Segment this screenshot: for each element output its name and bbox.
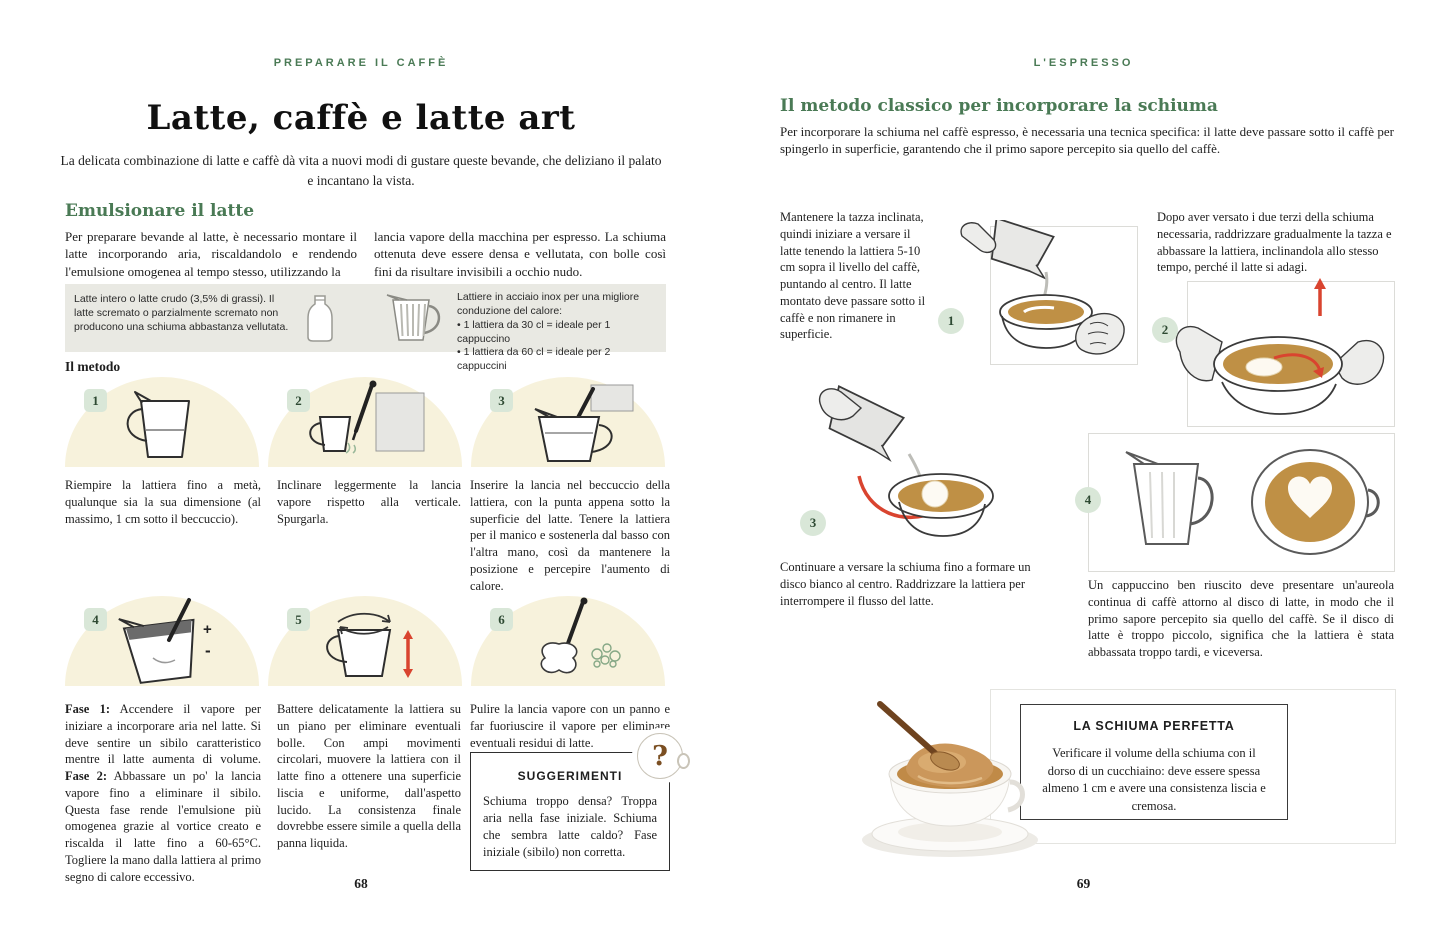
steel-pitcher-icon (377, 292, 449, 346)
pitchers-bullet-1: • 1 lattiera da 30 cl = ideale per 1 cappuccino (457, 318, 611, 345)
step-2-caption: Inclinare leggermente la lancia vapore rispetto alla verticale. Spurgarla. (277, 478, 461, 526)
question-mark-icon (637, 733, 683, 779)
rp-step-4-text: Un cappuccino ben riuscito deve presentare un'aureola continua di caffè attorno al disco di latte, in modo che il primo sapore percepito sia quello del caffè. Se il disco di latte è troppo piccolo, significa che la lattiera è stata abbassata troppo tardi, e viceversa. (1088, 578, 1394, 659)
pour-white-disc-icon (807, 380, 1017, 555)
intro-column-1: Per preparare bevande al latte, è necessario montare il latte incorporando aria, riscaldandolo e rendendo l'emulsione omogenea al tempo stesso, utilizzando la (65, 229, 357, 279)
step-5-caption: Battere delicatamente la lattiera su un piano per eliminare eventuali bolle. Con ampi movimenti circolari, muovere la lattiera con il latte fino a ottenere una superficie liscia e uniforme, dall'aspetto lucido. La consistenza finale dovrebbe essere simile a quella della panna liquida. (277, 702, 461, 850)
running-head-left: PREPARARE IL CAFFÈ (273, 57, 449, 69)
milk-bottle-icon (304, 293, 336, 343)
page-title: Latte, caffè e latte art (146, 98, 576, 138)
pitchers-title: Lattiere in acciaio inox per una migliore conduzione del calore: (457, 291, 640, 317)
info-box-pitchers-text (457, 291, 660, 374)
straighten-cup-icon (1162, 272, 1394, 434)
tips-box-title: SUGGERIMENTI (517, 769, 623, 783)
step-number: 1 (92, 392, 99, 408)
step-number: 2 (1161, 322, 1169, 337)
rp-step-badge-3 (800, 510, 826, 536)
perfect-foam-box (1020, 704, 1288, 820)
step-number: 4 (92, 611, 99, 627)
right-intro: Per incorporare la schiuma nel caffè espresso, è necessaria una tecnica specifica: il latte deve passare sotto il caffè per spingerlo in superficie, garantendo che il primo sapore percepito sia quello del caffè. (780, 124, 1394, 157)
perfect-foam-title: LA SCHIUMA PERFETTA (1073, 719, 1235, 733)
step-number: 5 (295, 611, 302, 627)
rp-step-badge-1 (938, 308, 964, 334)
running-head-right: L'ESPRESSO (1033, 57, 1134, 69)
step-number: 2 (295, 392, 302, 408)
perfect-foam-text: Verificare il volume della schiuma con il dorso di un cucchiaino: deve essere spessa almeno 1 cm e avere una consistenza liscia e cremosa. (1042, 746, 1266, 813)
section-heading-metodo-classico: Il metodo classico per incorporare la schiuma (780, 96, 1218, 116)
step-number: 6 (498, 611, 505, 627)
step-number: 1 (947, 313, 955, 328)
step-4-caption (65, 701, 261, 885)
pitchers-bullet-2: • 1 lattiera da 60 cl = ideale per 2 cappuccini (457, 346, 611, 373)
step-number: 3 (498, 392, 505, 408)
rp-step-1-text: Mantenere la tazza inclinata, quindi iniziare a versare il latte tenendo la lattiera 5-10 cm sopra il livello del caffè, puntando al centro. Il latte montato deve passare sotto il caffè e non rimanere in superficie. (780, 210, 926, 342)
tips-box (470, 752, 670, 871)
rp-step-2-illustration (1162, 272, 1394, 434)
rp-step-3-text: Continuare a versare la schiuma fino a formare un disco bianco al centro. Raddrizzare la lattiera per interrompere il flusso del latte. (780, 560, 1031, 608)
section-heading-emulsionare: Emulsionare il latte (65, 201, 255, 221)
tips-box-text: Schiuma troppo densa? Troppa aria nella fase iniziale. Schiuma che sembra latte caldo? Fase iniziale (sibilo) non corretta. (483, 794, 657, 859)
cappuccino-cup-photo (850, 690, 1050, 865)
rp-step-1-illustration (928, 220, 1140, 370)
step-3-caption: Inserire la lancia nel beccuccio della lattiera, con la punta appena sotto la superficie del latte. Tenere la lattiera per il manico e sostenerla dal basso con l'altra mano, così da mantenere la posizione e percepire l'aumento di calore. (470, 478, 670, 593)
page-left (0, 0, 722, 942)
page-number-left: 68 (354, 876, 368, 891)
cappuccino-photo (850, 690, 1050, 865)
step-badge-1 (84, 389, 107, 412)
rp-step-4-illustration (1100, 438, 1388, 566)
pouring-into-tilted-cup-icon (928, 220, 1140, 370)
page-right (722, 0, 1445, 942)
svg-text:+: + (203, 621, 212, 638)
info-box-milk-text: Latte intero o latte crudo (3,5% di grassi). Il latte scremato o parzialmente scremato non producono una schiuma abbastanza vellutata. (74, 293, 289, 333)
step-badge-6 (490, 608, 513, 631)
rp-step-badge-4 (1075, 487, 1101, 513)
method-heading: Il metodo (65, 359, 121, 374)
step-badge-5 (287, 608, 310, 631)
rp-step-badge-2 (1152, 317, 1178, 343)
step-6-caption: Pulire la lancia vapore con un panno e far fuoriuscire il vapore per eliminare eventuali residui di latte. (470, 702, 670, 750)
step-badge-4 (84, 608, 107, 631)
step-badge-3 (490, 389, 513, 412)
step-number: 3 (809, 515, 817, 530)
fase-2-text: Abbassare un po' la lancia vapore fino a eliminare il sibilo. Questa fase rende l'emulsione più omogenea grazie al vortice creato e riscalda il latte fino a 60-65°C. Togliere la mano dalla lattiera al primo segno di calore eccessivo. (65, 769, 261, 884)
spoon-icon (880, 704, 936, 754)
rp-step-2-text: Dopo aver versato i due terzi della schiuma necessaria, raddrizzare gradualmente la tazza e abbassare la lattiera, inclinandola allo stesso tempo, perché il latte si adagi. (1157, 210, 1392, 275)
pitcher-and-cappuccino-icon (1100, 438, 1388, 566)
fase-1-label: Fase 1: (65, 702, 111, 716)
rp-step-3-illustration (807, 380, 1017, 555)
fase-2-label: Fase 2: (65, 769, 108, 783)
svg-text:-: - (205, 641, 211, 660)
step-1-caption: Riempire la lattiera fino a metà, qualunque sia la sua dimensione (al massimo, 1 cm sotto il beccuccio). (65, 478, 261, 526)
fase-1-text: Accendere il vapore per iniziare a incorporare aria nel latte. Si deve sentire un sibilo caratteristico mentre il latte aumenta di volume. (65, 702, 262, 767)
question-glyph: ? (652, 740, 668, 772)
step-badge-2 (287, 389, 310, 412)
intro-column-2: lancia vapore della macchina per espresso. La schiuma ottenuta deve essere densa e vellutata, con bolle così fini da risultare invisibili a occhio nudo. (374, 229, 666, 279)
page-number-right: 69 (1076, 876, 1091, 891)
step-number: 4 (1084, 492, 1092, 507)
page-subtitle: La delicata combinazione di latte e caffè dà vita a nuovi modi di gustare queste bevande, che deliziano il palato e incantano la vista. (60, 153, 662, 188)
